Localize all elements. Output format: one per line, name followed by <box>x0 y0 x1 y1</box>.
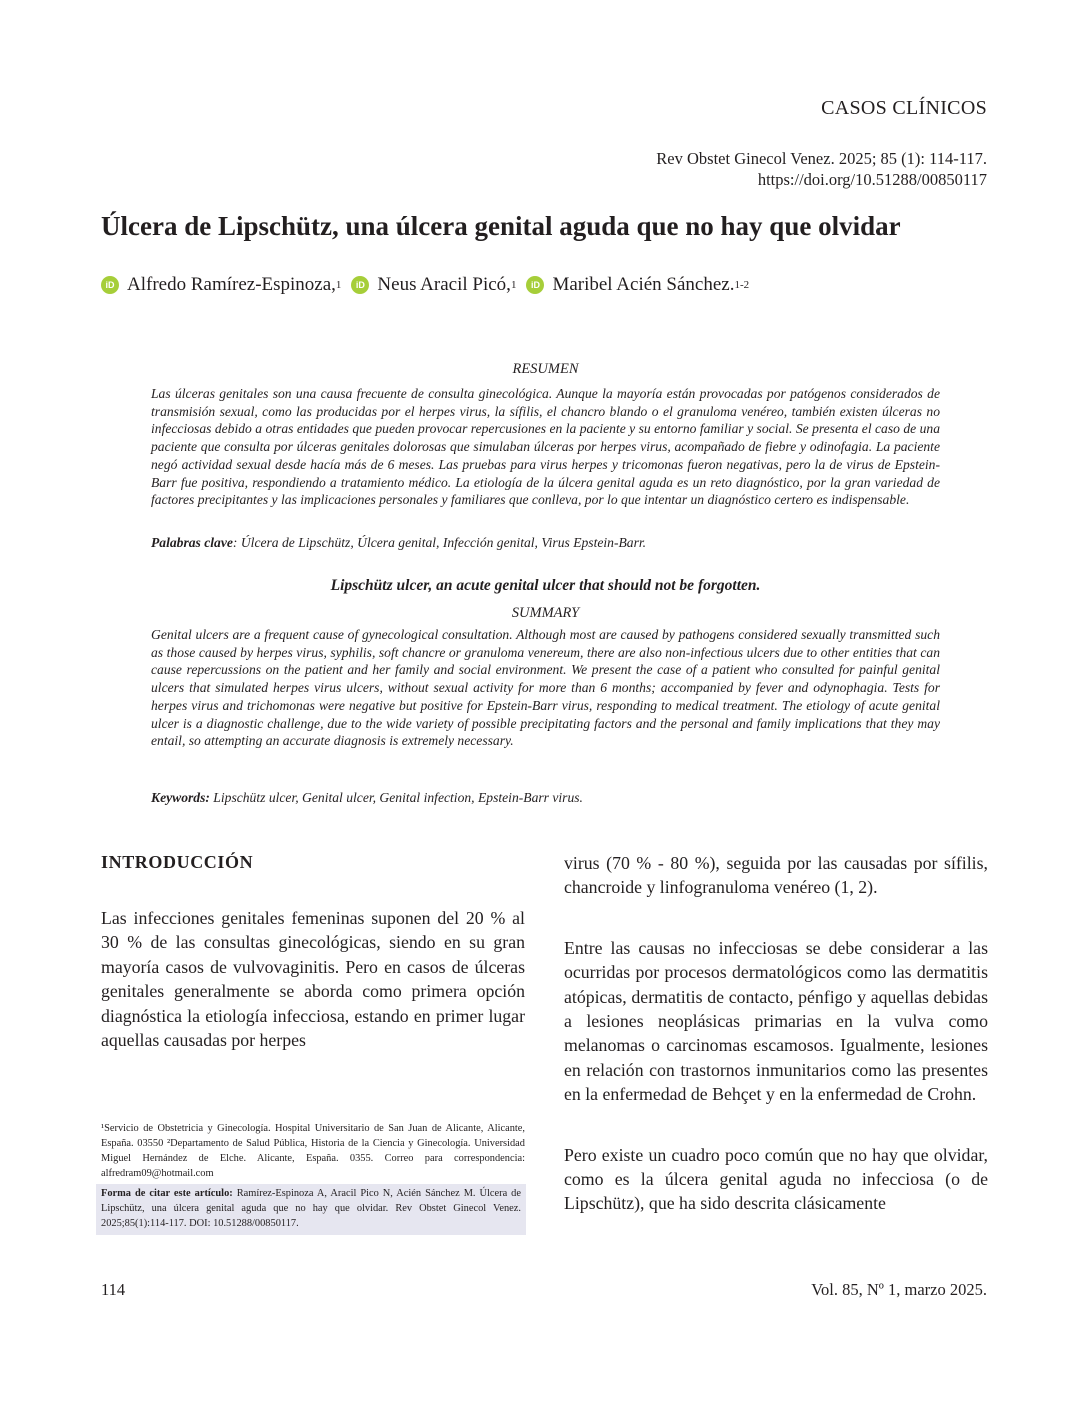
author-name: Alfredo Ramírez-Espinoza, <box>127 274 336 295</box>
author-name: Neus Aracil Picó, <box>377 274 511 295</box>
author-list <box>101 274 759 296</box>
english-title: Lipschütz ulcer, an acute genital ulcer that should not be forgotten. <box>330 577 761 594</box>
author-1 <box>101 274 341 296</box>
affiliation-footnote: ¹Servicio de Obstetricia y Ginecología. Hospital Universitario de San Juan de Alicante, Alicante, España. 03550 ²Departamento de Salud Pública, Historia de la Ciencia y Ginecología. Universidad Miguel Hernández de Elche. Alicante, España. 0355. Correo para correspondencia: alfredram09@hotmail.com <box>101 1123 525 1179</box>
left-column <box>101 906 525 1052</box>
section-heading: INTRODUCCIÓN <box>101 852 254 872</box>
journal-citation <box>656 148 987 190</box>
article-title: Úlcera de Lipschütz, una úlcera genital aguda que no hay que olvidar <box>101 211 901 241</box>
author-affiliation: 1 <box>335 279 342 291</box>
keywords-label: Palabras clave <box>151 535 233 550</box>
author-affiliation: 1 <box>510 279 517 291</box>
issue-info: Vol. 85, Nº 1, marzo 2025. <box>811 1280 987 1299</box>
resumen-heading: RESUMEN <box>512 361 579 377</box>
cite-text: Ramírez-Espinoza A, Aracil Pico N, Acién Sánchez M. Úlcera de Lipschütz, una úlcera genital aguda que no hay que olvidar. Rev Obstet Ginecol Venez. 2025;85(1):114-117. DOI: 10.51288/00850117. <box>101 1188 521 1229</box>
doi-link[interactable]: https://doi.org/10.51288/00850117 <box>757 170 987 189</box>
summary-text: Genital ulcers are a frequent cause of gynecological consultation. Although most are caused by pathogens considered sexually transmitted such as those caused by herpes virus, syphilis, soft chancre or granuloma venereum, there are also non-infectious ulcers due to other entities that can cause repercussions on the patient and her family and social environment. We present the case of a patient who consulted for painful genital ulcers that simulated herpes virus ulcers, without sexual activity for more than 6 months; accompanied by fever and odynophagia. Tests for herpes virus and trichomonas were negative but positive for Epstein-Barr virus, responding to medical treatment. The etiology of acute genital ulcer is a diagnostic challenge, due to the wide variety of possible precipitating factors and the personal and family implications that they may entail, so attempting an accurate diagnosis is extremely necessary. <box>151 627 940 749</box>
journal-reference: Rev Obstet Ginecol Venez. 2025; 85 (1): 114-117. <box>656 149 987 168</box>
keywords-label: Keywords: <box>151 790 210 805</box>
author-affiliation: 1-2 <box>734 279 750 291</box>
paragraph: virus (70 % - 80 %), seguida por las causadas por sífilis, chancroide y linfogranuloma venéreo (1, 2). <box>564 853 988 898</box>
right-column <box>564 851 988 1216</box>
paragraph: Pero existe un cuadro poco común que no hay que olvidar, como es la úlcera genital aguda no infecciosa (o de Lipschütz), que ha sido descrita clásicamente <box>564 1144 988 1214</box>
paragraph: Entre las causas no infecciosas se debe considerar a las ocurridas por procesos dermatológicos como las dermatitis atópicas, dermatitis de contacto, pénfigo y aquellas debidas a lesiones neoplásicas primarias en la vulva como melanomas o carcinomas escamosos. Igualmente, lesiones en relación con trastornos inmunitarios como las presentes en la enfermedad de Behçet y en la enfermedad de Crohn. <box>564 937 988 1105</box>
resumen-text: Las úlceras genitales son una causa frecuente de consulta ginecológica. Aunque la mayoría están provocadas por patógenos considerados de transmisión sexual, como las producidas por el herpes virus, la sífilis, el chancro blando o el granuloma venéreo, también existen úlceras no infecciosas debido a otras entidades que pueden provocar repercusiones en la paciente y su entorno familiar y social. Se presenta el caso de una paciente que consulta por úlceras genitales dolorosas que simulaban úlceras por herpes virus, acompañado de fiebre y odinofagia. La paciente negó actividad sexual desde hacía más de 6 meses. Las pruebas para virus herpes y tricomonas fueron negativas, pero la de virus de Epstein-Barr fue positiva, respondiendo a tratamiento médico. La etiología de la úlcera genital aguda es un reto diagnóstico, por la gran variedad de factores precipitantes y las implicaciones personales y familiares que conlleva, por lo que intentar un diagnóstico certero es indispensable. <box>151 386 940 508</box>
summary-heading: SUMMARY <box>511 605 580 621</box>
keywords <box>151 790 940 806</box>
author-3 <box>526 274 749 296</box>
author-2 <box>351 274 516 296</box>
page-number: 114 <box>101 1280 126 1299</box>
section-label: CASOS CLÍNICOS <box>821 97 987 119</box>
keywords-text: : Úlcera de Lipschütz, Úlcera genital, Infección genital, Virus Epstein-Barr. <box>232 535 647 550</box>
how-to-cite-box <box>96 1184 526 1235</box>
orcid-icon[interactable]: iD <box>101 276 119 294</box>
keywords-text: Lipschütz ulcer, Genital ulcer, Genital infection, Epstein-Barr virus. <box>209 790 583 805</box>
paragraph: Las infecciones genitales femeninas suponen del 20 % al 30 % de las consultas ginecológicas, siendo en su gran mayoría casos de vulvovaginitis. Pero en casos de úlceras genitales generalmente se aborda como primera opción diagnóstica la etiología infecciosa, estando en primer lugar aquellas causadas por herpes <box>101 908 525 1051</box>
orcid-icon[interactable]: iD <box>351 276 369 294</box>
author-name: Maribel Acién Sánchez. <box>552 274 735 295</box>
cite-label: Forma de citar este artículo: <box>101 1188 233 1199</box>
palabras-clave <box>151 535 940 551</box>
orcid-icon[interactable]: iD <box>526 276 544 294</box>
